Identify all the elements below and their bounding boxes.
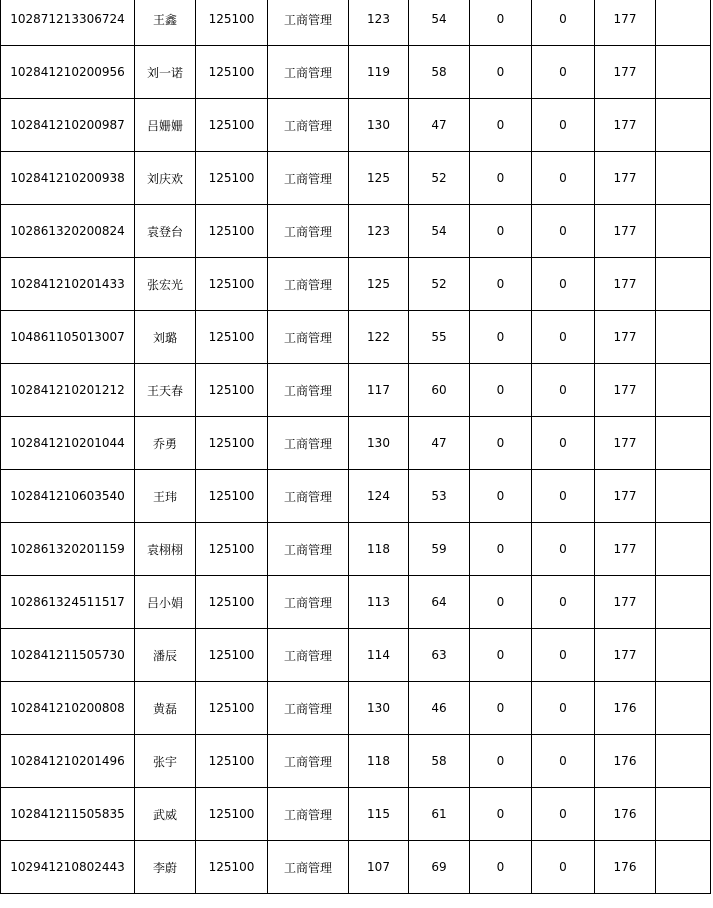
note-cell [656,258,711,311]
name-cell: 吕姗姗 [135,99,196,152]
score-3-cell: 0 [470,682,532,735]
score-2-cell: 53 [409,470,470,523]
total-score-cell: 177 [595,417,656,470]
table-row [1,99,711,152]
score-2-cell: 54 [409,0,470,46]
score-4-cell: 0 [532,258,595,311]
table-row [1,205,711,258]
note-cell [656,788,711,841]
note-cell [656,152,711,205]
score-4-cell: 0 [532,417,595,470]
score-2-cell: 52 [409,258,470,311]
total-score-cell: 177 [595,311,656,364]
note-cell [656,576,711,629]
score-2-cell: 59 [409,523,470,576]
score-4-cell: 0 [532,364,595,417]
score-2-cell: 69 [409,841,470,894]
name-cell: 刘一诺 [135,46,196,99]
major-name-cell: 工商管理 [268,523,349,576]
score-3-cell: 0 [470,788,532,841]
score-4-cell: 0 [532,523,595,576]
note-cell [656,682,711,735]
total-score-cell: 177 [595,629,656,682]
score-1-cell: 125 [349,152,409,205]
total-score-cell: 177 [595,523,656,576]
major-name-cell: 工商管理 [268,629,349,682]
name-cell: 袁登台 [135,205,196,258]
major-code-cell: 125100 [196,523,268,576]
major-code-cell: 125100 [196,205,268,258]
candidate-id-cell: 102841210201433 [1,258,135,311]
candidate-id-cell: 102841210200987 [1,99,135,152]
score-1-cell: 113 [349,576,409,629]
score-2-cell: 63 [409,629,470,682]
score-4-cell: 0 [532,311,595,364]
score-2-cell: 46 [409,682,470,735]
score-3-cell: 0 [470,735,532,788]
major-code-cell: 125100 [196,258,268,311]
note-cell [656,841,711,894]
score-2-cell: 60 [409,364,470,417]
major-code-cell: 125100 [196,46,268,99]
candidate-id-cell: 102841211505730 [1,629,135,682]
major-name-cell: 工商管理 [268,364,349,417]
name-cell: 张宇 [135,735,196,788]
name-cell: 王天春 [135,364,196,417]
name-cell: 张宏光 [135,258,196,311]
table-row [1,788,711,841]
score-2-cell: 54 [409,205,470,258]
score-1-cell: 130 [349,682,409,735]
name-cell: 刘璐 [135,311,196,364]
total-score-cell: 177 [595,46,656,99]
candidate-id-cell: 102861320200824 [1,205,135,258]
table-row [1,470,711,523]
total-score-cell: 176 [595,682,656,735]
note-cell [656,364,711,417]
candidate-id-cell: 102841210201044 [1,417,135,470]
candidate-id-cell: 102841210200956 [1,46,135,99]
table-row [1,46,711,99]
candidate-id-cell: 102861324511517 [1,576,135,629]
score-2-cell: 64 [409,576,470,629]
name-cell: 袁栩栩 [135,523,196,576]
note-cell [656,46,711,99]
score-2-cell: 58 [409,735,470,788]
score-3-cell: 0 [470,205,532,258]
score-3-cell: 0 [470,417,532,470]
major-code-cell: 125100 [196,682,268,735]
score-4-cell: 0 [532,99,595,152]
table-row [1,576,711,629]
score-4-cell: 0 [532,735,595,788]
score-3-cell: 0 [470,46,532,99]
table-row [1,417,711,470]
table-row [1,364,711,417]
name-cell: 乔勇 [135,417,196,470]
score-4-cell: 0 [532,470,595,523]
score-3-cell: 0 [470,841,532,894]
note-cell [656,311,711,364]
major-code-cell: 125100 [196,788,268,841]
score-1-cell: 118 [349,735,409,788]
total-score-cell: 176 [595,735,656,788]
candidate-id-cell: 102841210201212 [1,364,135,417]
score-1-cell: 118 [349,523,409,576]
total-score-cell: 177 [595,576,656,629]
major-code-cell: 125100 [196,152,268,205]
candidate-id-cell: 102841211505835 [1,788,135,841]
note-cell [656,735,711,788]
score-1-cell: 124 [349,470,409,523]
score-3-cell: 0 [470,0,532,46]
score-4-cell: 0 [532,629,595,682]
total-score-cell: 177 [595,364,656,417]
note-cell [656,417,711,470]
candidate-id-cell: 102861320201159 [1,523,135,576]
table-row [1,311,711,364]
score-3-cell: 0 [470,364,532,417]
score-2-cell: 52 [409,152,470,205]
score-2-cell: 58 [409,46,470,99]
candidate-id-cell: 102841210201496 [1,735,135,788]
note-cell [656,99,711,152]
major-name-cell: 工商管理 [268,788,349,841]
score-1-cell: 107 [349,841,409,894]
major-code-cell: 125100 [196,0,268,46]
major-name-cell: 工商管理 [268,152,349,205]
table-row [1,629,711,682]
score-4-cell: 0 [532,682,595,735]
major-name-cell: 工商管理 [268,0,349,46]
name-cell: 王鑫 [135,0,196,46]
score-2-cell: 47 [409,417,470,470]
table-row [1,258,711,311]
score-1-cell: 122 [349,311,409,364]
score-1-cell: 115 [349,788,409,841]
name-cell: 刘庆欢 [135,152,196,205]
score-1-cell: 125 [349,258,409,311]
total-score-cell: 177 [595,205,656,258]
score-1-cell: 123 [349,0,409,46]
major-code-cell: 125100 [196,629,268,682]
score-4-cell: 0 [532,205,595,258]
score-3-cell: 0 [470,152,532,205]
major-code-cell: 125100 [196,576,268,629]
major-code-cell: 125100 [196,311,268,364]
major-name-cell: 工商管理 [268,735,349,788]
major-name-cell: 工商管理 [268,258,349,311]
name-cell: 黄磊 [135,682,196,735]
major-name-cell: 工商管理 [268,205,349,258]
major-name-cell: 工商管理 [268,311,349,364]
score-2-cell: 61 [409,788,470,841]
score-4-cell: 0 [532,576,595,629]
name-cell: 武威 [135,788,196,841]
major-name-cell: 工商管理 [268,841,349,894]
score-3-cell: 0 [470,470,532,523]
score-1-cell: 123 [349,205,409,258]
score-3-cell: 0 [470,99,532,152]
total-score-cell: 177 [595,0,656,46]
score-3-cell: 0 [470,311,532,364]
candidate-id-cell: 104861105013007 [1,311,135,364]
table-row [1,152,711,205]
score-1-cell: 117 [349,364,409,417]
score-1-cell: 114 [349,629,409,682]
name-cell: 潘辰 [135,629,196,682]
total-score-cell: 176 [595,841,656,894]
score-1-cell: 130 [349,417,409,470]
score-4-cell: 0 [532,46,595,99]
table-body [1,0,711,894]
score-1-cell: 130 [349,99,409,152]
candidate-id-cell: 102841210200938 [1,152,135,205]
total-score-cell: 177 [595,470,656,523]
total-score-cell: 177 [595,152,656,205]
note-cell [656,629,711,682]
total-score-cell: 177 [595,258,656,311]
candidate-id-cell: 102941210802443 [1,841,135,894]
major-code-cell: 125100 [196,735,268,788]
note-cell [656,0,711,46]
name-cell: 王玮 [135,470,196,523]
score-4-cell: 0 [532,788,595,841]
major-code-cell: 125100 [196,841,268,894]
note-cell [656,523,711,576]
score-4-cell: 0 [532,152,595,205]
major-code-cell: 125100 [196,470,268,523]
score-2-cell: 47 [409,99,470,152]
major-name-cell: 工商管理 [268,576,349,629]
total-score-cell: 177 [595,99,656,152]
major-code-cell: 125100 [196,417,268,470]
table-row [1,841,711,894]
note-cell [656,205,711,258]
table-row [1,682,711,735]
score-4-cell: 0 [532,0,595,46]
major-name-cell: 工商管理 [268,417,349,470]
table-row [1,735,711,788]
score-3-cell: 0 [470,523,532,576]
table-row [1,0,711,46]
major-name-cell: 工商管理 [268,682,349,735]
name-cell: 吕小娟 [135,576,196,629]
candidate-id-cell: 102871213306724 [1,0,135,46]
table-row [1,523,711,576]
score-2-cell: 55 [409,311,470,364]
name-cell: 李蔚 [135,841,196,894]
total-score-cell: 176 [595,788,656,841]
candidate-id-cell: 102841210603540 [1,470,135,523]
score-3-cell: 0 [470,629,532,682]
major-code-cell: 125100 [196,99,268,152]
candidate-id-cell: 102841210200808 [1,682,135,735]
score-1-cell: 119 [349,46,409,99]
score-4-cell: 0 [532,841,595,894]
major-name-cell: 工商管理 [268,470,349,523]
note-cell [656,470,711,523]
score-3-cell: 0 [470,576,532,629]
major-name-cell: 工商管理 [268,46,349,99]
major-code-cell: 125100 [196,364,268,417]
major-name-cell: 工商管理 [268,99,349,152]
score-3-cell: 0 [470,258,532,311]
